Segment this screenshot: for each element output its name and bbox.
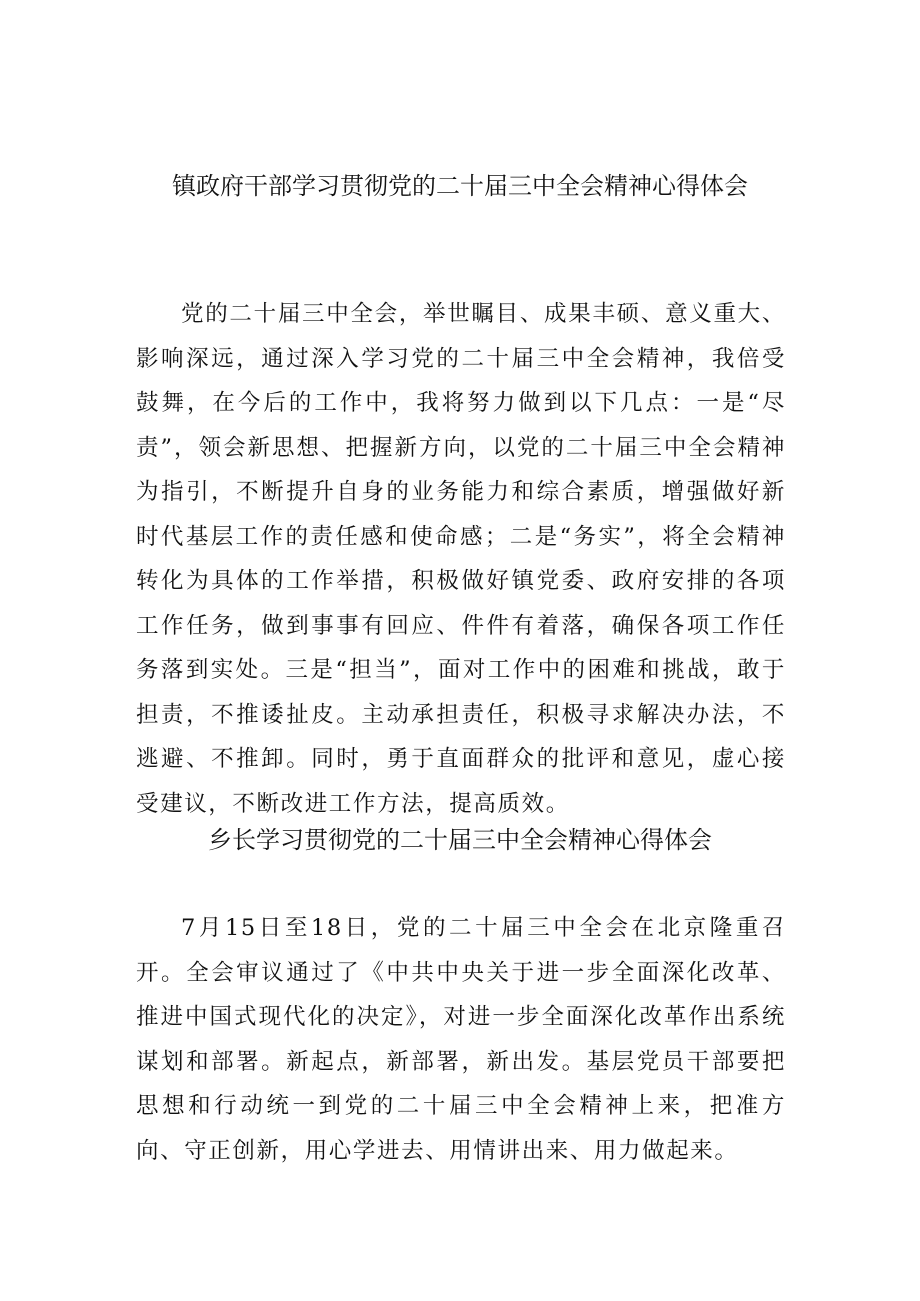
section-body: 党的二十届三中全会，举世瞩目、成果丰硕、意义重大、影响深远，通过深入学习党的二十届三中全会精神，我倍受鼓舞，在今后的工作中，我将努力做到以下几点：一是“尽责”，领会新思想、把握新方向，以党的二十届三中全会精神为指引，不断提升自身的业务能力和综合素质，增强做好新时代基层工作的责任感和使命感；二是“务实”，将全会精神转化为具体的工作举措，积极做好镇党委、政府安排的各项工作任务，做到事事有回应、件件有着落，确保各项工作任务落到实处。三是“担当”，面对工作中的困难和挑战，敢于担责，不推诿扯皮。主动承担责任，积极寻求解决办法，不逃避、不推卸。同时，勇于直面群众的批评和意见，虚心接受建议，不断改进工作方法，提高质效。 [136, 301, 786, 817]
section-body: 7月15日至18日，党的二十届三中全会在北京隆重召开。全会审议通过了《中共中央关于进一步全面深化改革、推进中国式现代化的决定》，对进一步全面深化改革作出系统谋划和部署。新起点，新部署，新出发。基层党员干部要把思想和行动统一到党的二十届三中全会精神上来，把准方向、守正创新，用心学进去、用情讲出来、用力做起来。 [136, 915, 786, 1164]
section-title: 乡长学习贯彻党的二十届三中全会精神心得体会 [208, 826, 712, 854]
section-title: 镇政府干部学习贯彻党的二十届三中全会精神心得体会 [172, 172, 748, 200]
